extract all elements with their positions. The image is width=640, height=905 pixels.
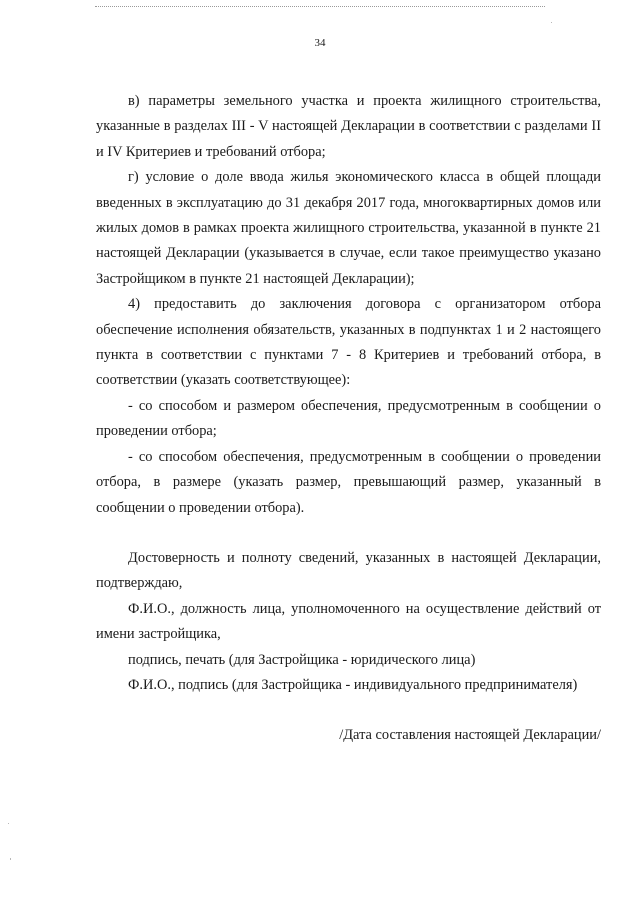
attestation-confirm: Достоверность и полноту сведений, указанных в настоящей Декларации, подтверждаю, [96,549,601,592]
document-body [96,89,601,749]
attestation-legal-signature: подпись, печать (для Застройщика - юридического лица) [128,651,476,668]
paragraph-option-increased: - со способом обеспечения, предусмотренным в сообщении о проведении отбора, в размере (указать размер, превышающий размер, указанный в сообщении о проведении отбора). [96,448,601,516]
spacer [96,698,601,723]
scan-speck [551,22,552,23]
paragraph-item-v: в) параметры земельного участка и проекта жилищного строительства, указанные в разделах III - V настоящей Декларации в соответствии с разделами II и IV Критериев и требований отбора; [96,93,601,160]
spacer [96,521,601,546]
scan-speck [8,823,9,824]
paragraph-option-standard: - со способом и размером обеспечения, предусмотренным в сообщении о проведении отбора; [96,397,601,440]
page-number: 34 [314,37,326,49]
scan-speck [10,858,11,860]
paragraph-item-4: 4) предоставить до заключения договора с организатором отбора обеспечение исполнения обязательств, указанных в подпунктах 1 и 2 настоящего пункта в соответствии с пунктами 7 - 8 Критериев и требований отбора, в соответствии (указать соответствующее): [96,296,601,389]
top-border-line [95,6,545,7]
attestation-individual-signature: Ф.И.О., подпись (для Застройщика - индивидуального предпринимателя) [128,676,578,693]
date-line: /Дата составления настоящей Декларации/ [339,727,601,744]
attestation-official-name: Ф.И.О., должность лица, уполномоченного на осуществление действий от имени застройщика, [96,600,601,643]
paragraph-item-g: г) условие о доле ввода жилья экономического класса в общей площади введенных в эксплуатацию до 31 декабря 2017 года, многоквартирных домов или жилых домов в рамках проекта жилищного строительства, указанной в пункте 21 настоящей Декларации (указывается в случае, если такое преимущество указано Застройщиком в пункте 21 настоящей Декларации); [96,169,601,287]
